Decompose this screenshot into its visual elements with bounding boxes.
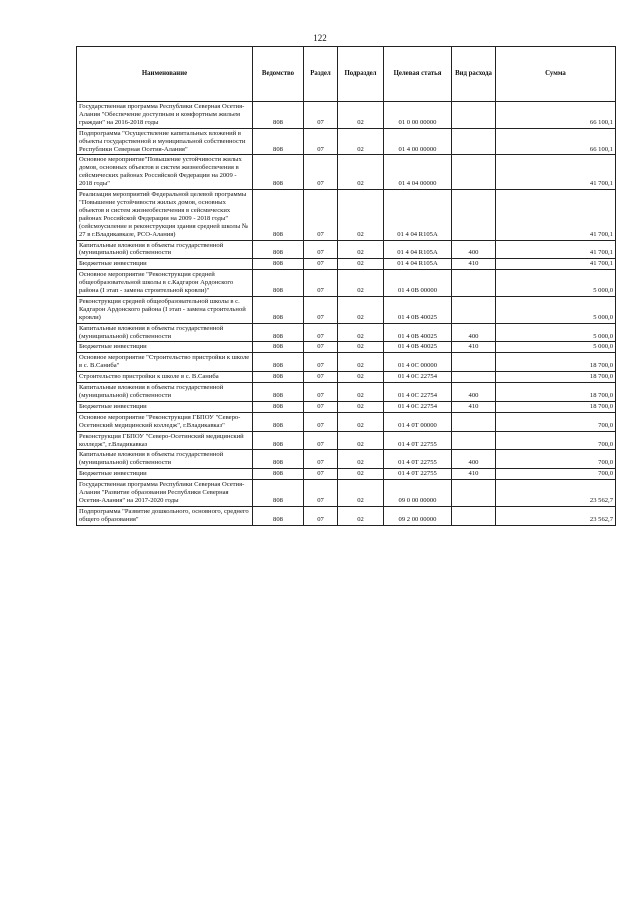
cell-target-article: 01 4 0В 40025 [384,342,452,353]
cell-podrazdel: 02 [338,383,384,402]
cell-target-article: 01 4 0Т 22755 [384,431,452,450]
table-row [77,323,616,342]
cell-expense-type: 400 [452,323,496,342]
cell-name: Основное мероприятие "Реконструкция ГБПОУ "Северо-Осетинский медицинский колледж", г.Владикавказ" [77,412,253,431]
table-row [77,342,616,353]
cell-name: Бюджетные инвестиции [77,259,253,270]
cell-name: Государственная программа Республики Северная Осетия-Алания "Обеспечение доступным и комфортным жильем граждан" на 2016-2018 годы [77,102,253,129]
cell-vedomstvo: 808 [253,412,304,431]
cell-target-article: 01 4 04 00000 [384,155,452,190]
cell-razdel: 07 [304,270,338,297]
table-row [77,506,616,525]
cell-expense-type [452,372,496,383]
cell-vedomstvo: 808 [253,372,304,383]
cell-sum: 18 700,0 [496,372,616,383]
cell-expense-type [452,506,496,525]
cell-name: Капитальные вложения в объекты государственной (муниципальной) собственности [77,383,253,402]
cell-expense-type [452,102,496,129]
cell-sum: 5 000,0 [496,296,616,323]
cell-razdel: 07 [304,342,338,353]
cell-target-article: 01 4 0Т 22755 [384,469,452,480]
table-row [77,412,616,431]
cell-podrazdel: 02 [338,240,384,259]
cell-podrazdel: 02 [338,506,384,525]
cell-vedomstvo: 808 [253,270,304,297]
cell-name: Основное мероприятие "Реконструкция средней общеобразовательной школы в с.Кадгарон Ардонского района (I этап - замена строительной кровли)" [77,270,253,297]
table-row [77,155,616,190]
header-expense-type: Вид расхода [452,47,496,102]
cell-podrazdel: 02 [338,353,384,372]
cell-name: Бюджетные инвестиции [77,401,253,412]
table-row [77,102,616,129]
cell-razdel: 07 [304,383,338,402]
cell-podrazdel: 02 [338,469,384,480]
cell-vedomstvo: 808 [253,155,304,190]
table-row [77,353,616,372]
cell-sum: 41 700,1 [496,155,616,190]
header-vedomstvo: Ведомство [253,47,304,102]
cell-target-article: 09 0 00 00000 [384,480,452,507]
table-row [77,240,616,259]
cell-target-article: 01 4 00 00000 [384,128,452,155]
cell-razdel: 07 [304,102,338,129]
cell-target-article: 01 0 00 00000 [384,102,452,129]
cell-vedomstvo: 808 [253,469,304,480]
cell-razdel: 07 [304,155,338,190]
cell-target-article: 01 4 0В 40025 [384,296,452,323]
cell-expense-type [452,353,496,372]
cell-sum: 41 700,1 [496,190,616,240]
cell-podrazdel: 02 [338,102,384,129]
cell-podrazdel: 02 [338,323,384,342]
cell-vedomstvo: 808 [253,383,304,402]
cell-expense-type [452,155,496,190]
cell-razdel: 07 [304,353,338,372]
cell-podrazdel: 02 [338,401,384,412]
cell-sum: 700,0 [496,431,616,450]
cell-vedomstvo: 808 [253,128,304,155]
cell-sum: 23 562,7 [496,480,616,507]
cell-vedomstvo: 808 [253,323,304,342]
cell-target-article: 01 4 04 R105А [384,240,452,259]
cell-podrazdel: 02 [338,128,384,155]
cell-podrazdel: 02 [338,155,384,190]
cell-sum: 700,0 [496,450,616,469]
header-name: Наименование [77,47,253,102]
cell-razdel: 07 [304,240,338,259]
cell-razdel: 07 [304,296,338,323]
cell-razdel: 07 [304,450,338,469]
cell-vedomstvo: 808 [253,240,304,259]
cell-name: Основное мероприятие"Повышение устойчивости жилых домов, основных объектов и систем жизнеобеспечения в сейсмических районах Российской Федерации на 2009 - 2018 годы" [77,155,253,190]
cell-target-article: 01 4 0С 22754 [384,372,452,383]
header-razdel: Раздел [304,47,338,102]
cell-sum: 5 000,0 [496,323,616,342]
cell-razdel: 07 [304,259,338,270]
cell-podrazdel: 02 [338,190,384,240]
cell-expense-type [452,412,496,431]
cell-vedomstvo: 808 [253,431,304,450]
cell-vedomstvo: 808 [253,401,304,412]
cell-vedomstvo: 808 [253,450,304,469]
cell-expense-type: 410 [452,259,496,270]
cell-razdel: 07 [304,431,338,450]
table-row [77,450,616,469]
cell-sum: 18 700,0 [496,353,616,372]
table-row [77,383,616,402]
cell-name: Реализация мероприятий Федеральной целевой программы "Повышение устойчивости жилых домов, основных объектов и систем жизнеобеспечения в сейсмических районах Российской Федерации на 2009 - 2018 годы" (сейсмоусиление и реконструкция здания средней школы № 27 в г.Владикавказе, РСО-Алания) [77,190,253,240]
cell-target-article: 01 4 04 R105А [384,259,452,270]
cell-target-article: 01 4 0С 00000 [384,353,452,372]
cell-podrazdel: 02 [338,431,384,450]
cell-expense-type: 410 [452,342,496,353]
cell-expense-type: 400 [452,383,496,402]
cell-expense-type [452,270,496,297]
cell-sum: 700,0 [496,469,616,480]
cell-vedomstvo: 808 [253,506,304,525]
table-row [77,270,616,297]
cell-name: Бюджетные инвестиции [77,342,253,353]
cell-razdel: 07 [304,323,338,342]
cell-razdel: 07 [304,469,338,480]
cell-podrazdel: 02 [338,270,384,297]
cell-name: Строительство пристройки к школе в с. В.Саниба [77,372,253,383]
cell-vedomstvo: 808 [253,102,304,129]
cell-name: Реконструкция ГБПОУ "Северо-Осетинский медицинский колледж", г.Владикавказ [77,431,253,450]
cell-sum: 41 700,1 [496,259,616,270]
cell-name: Капитальные вложения в объекты государственной (муниципальной) собственности [77,450,253,469]
cell-sum: 66 100,1 [496,128,616,155]
cell-sum: 41 700,1 [496,240,616,259]
table-row [77,401,616,412]
cell-razdel: 07 [304,506,338,525]
cell-podrazdel: 02 [338,412,384,431]
cell-podrazdel: 02 [338,480,384,507]
cell-expense-type: 400 [452,240,496,259]
cell-target-article: 09 2 00 00000 [384,506,452,525]
cell-expense-type: 410 [452,469,496,480]
cell-sum: 5 000,0 [496,270,616,297]
table-row [77,469,616,480]
cell-podrazdel: 02 [338,450,384,469]
cell-expense-type: 410 [452,401,496,412]
cell-target-article: 01 4 0Т 00000 [384,412,452,431]
cell-razdel: 07 [304,401,338,412]
cell-sum: 23 562,7 [496,506,616,525]
table-row [77,431,616,450]
cell-vedomstvo: 808 [253,259,304,270]
cell-expense-type [452,480,496,507]
table-row [77,190,616,240]
cell-name: Реконструкция средней общеобразовательной школы в с. Кадгарон Ардонского района (I этап - замена строительной кровли) [77,296,253,323]
cell-sum: 66 100,1 [496,102,616,129]
cell-target-article: 01 4 04 R105А [384,190,452,240]
cell-vedomstvo: 808 [253,342,304,353]
cell-vedomstvo: 808 [253,296,304,323]
cell-razdel: 07 [304,128,338,155]
cell-sum: 700,0 [496,412,616,431]
cell-expense-type [452,128,496,155]
table-row [77,372,616,383]
cell-name: Капитальные вложения в объекты государственной (муниципальной) собственности [77,240,253,259]
table-body [77,102,616,526]
table-row [77,480,616,507]
cell-vedomstvo: 808 [253,353,304,372]
cell-sum: 5 000,0 [496,342,616,353]
cell-razdel: 07 [304,190,338,240]
cell-name: Государственная программа Республики Северная Осетия-Алания "Развитие образования Республики Северная Осетия-Алания" на 2017-2020 годы [77,480,253,507]
cell-expense-type: 400 [452,450,496,469]
header-podrazdel: Подраздел [338,47,384,102]
cell-podrazdel: 02 [338,296,384,323]
cell-podrazdel: 02 [338,342,384,353]
header-sum: Сумма [496,47,616,102]
page-number: 122 [313,33,327,43]
table-row [77,296,616,323]
cell-expense-type [452,190,496,240]
cell-vedomstvo: 808 [253,480,304,507]
cell-podrazdel: 02 [338,259,384,270]
cell-razdel: 07 [304,480,338,507]
cell-name: Основное мероприятие "Строительство пристройки к школе в с. В.Саниба" [77,353,253,372]
table-header-row [77,47,616,102]
table-row [77,259,616,270]
table-row [77,128,616,155]
cell-name: Бюджетные инвестиции [77,469,253,480]
cell-target-article: 01 4 0В 00000 [384,270,452,297]
cell-sum: 18 700,0 [496,383,616,402]
cell-podrazdel: 02 [338,372,384,383]
cell-sum: 18 700,0 [496,401,616,412]
cell-name: Подпрограмма "Развитие дошкольного, основного, среднего общего образования" [77,506,253,525]
cell-target-article: 01 4 0Т 22755 [384,450,452,469]
cell-target-article: 01 4 0С 22754 [384,401,452,412]
cell-razdel: 07 [304,372,338,383]
cell-name: Капитальные вложения в объекты государственной (муниципальной) собственности [77,323,253,342]
cell-vedomstvo: 808 [253,190,304,240]
cell-expense-type [452,431,496,450]
budget-table [76,46,616,526]
header-target-article: Целевая статья [384,47,452,102]
cell-expense-type [452,296,496,323]
cell-target-article: 01 4 0С 22754 [384,383,452,402]
cell-razdel: 07 [304,412,338,431]
cell-target-article: 01 4 0В 40025 [384,323,452,342]
cell-name: Подпрограмма "Осуществление капитальных вложений в объекты государственной и муниципальной собственности Республики Северная Осетия-Алания" [77,128,253,155]
